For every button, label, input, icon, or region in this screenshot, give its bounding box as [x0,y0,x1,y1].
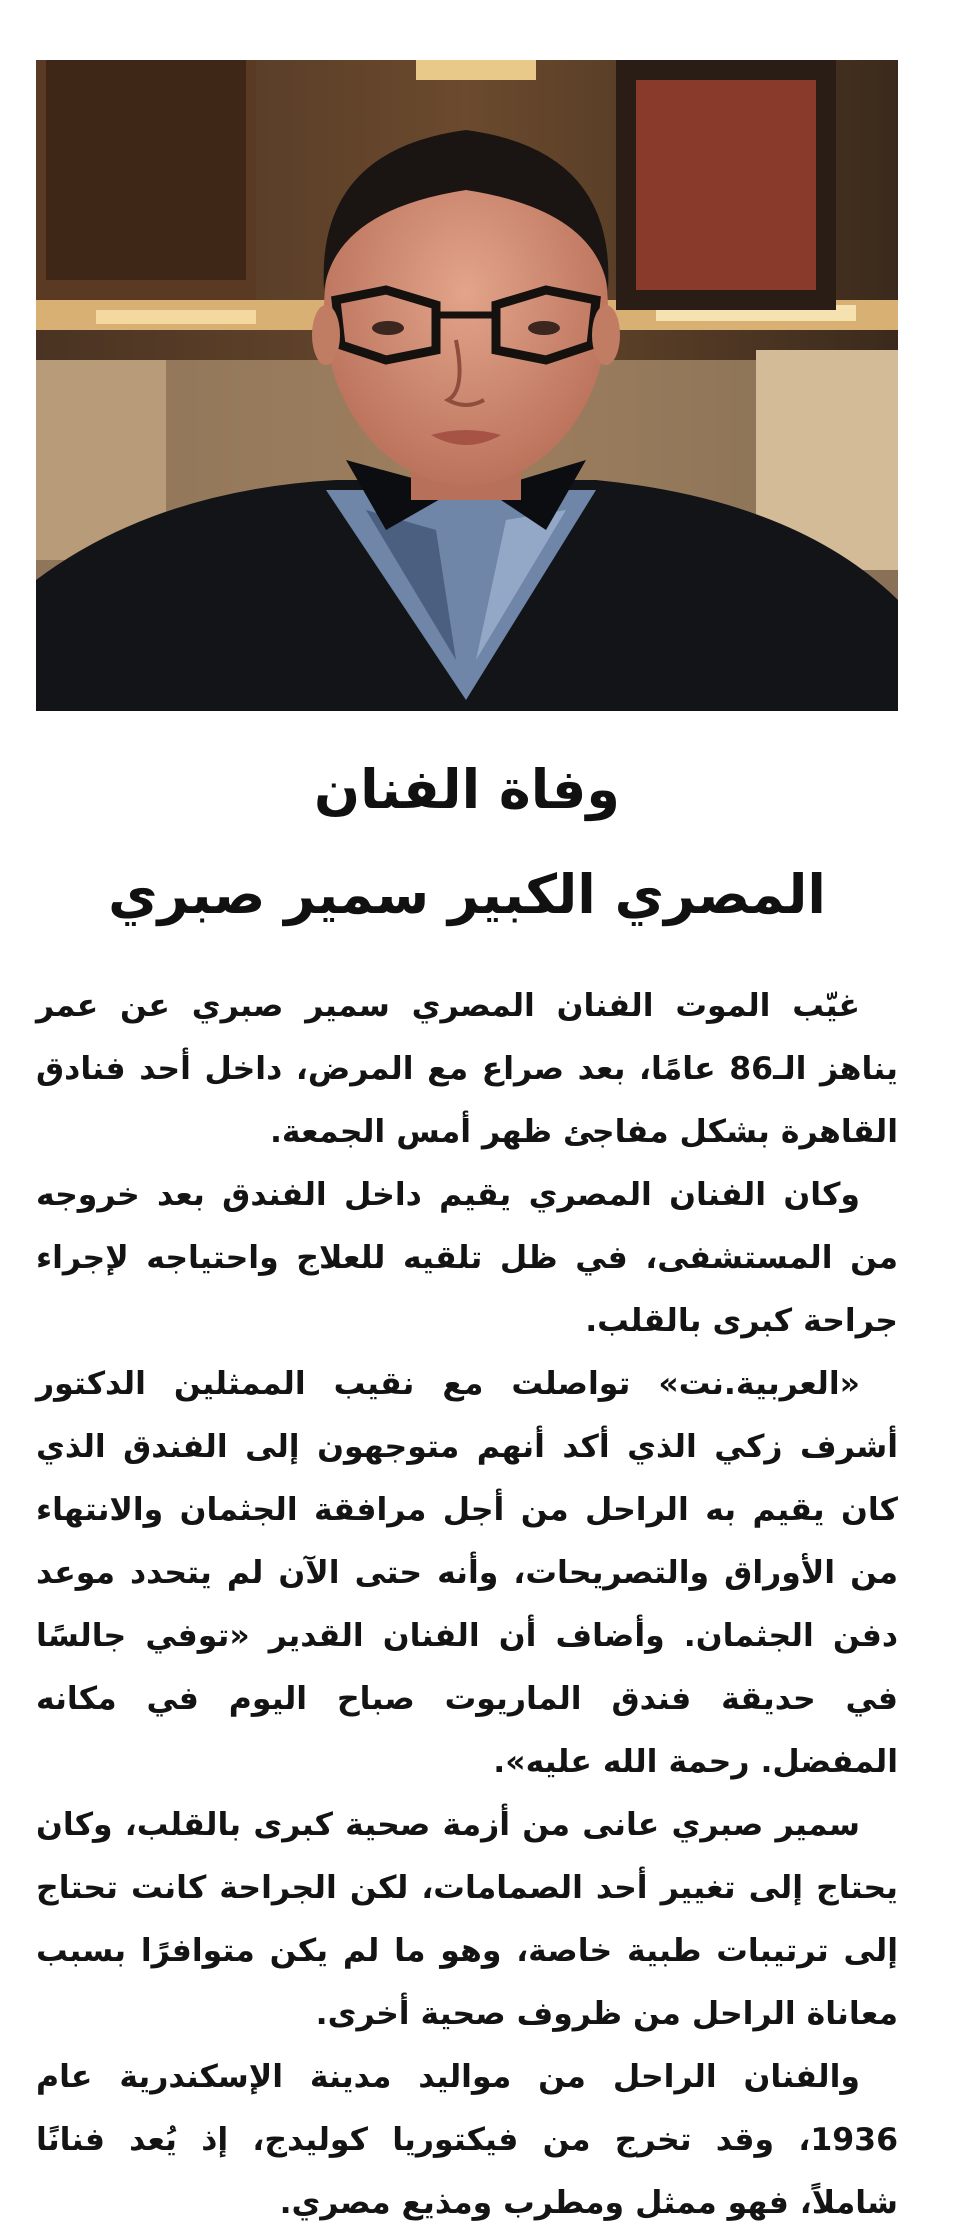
paragraph: والفنان الراحل من مواليد مدينة الإسكندرية عام 1936، وقد تخرج من فيكتوريا كوليدج، إذ يُعد فنانًا شاملاً، فهو ممثل ومطرب ومذيع مصري. [36,2059,898,2221]
article-photo [36,60,898,711]
article-body [36,975,898,2235]
paragraph: وكان الفنان المصري يقيم داخل الفندق بعد خروجه من المستشفى، في ظل تلقيه للعلاج واحتياجه لإجراء جراحة كبرى بالقلب. [36,1177,898,1339]
headline-line-1: وفاة الفنان [314,758,620,821]
headline-line-2: المصري الكبير سمير صبري [108,863,826,926]
paragraph: سمير صبري عانى من أزمة صحية كبرى بالقلب، وكان يحتاج إلى تغيير أحد الصمامات، لكن الجراحة كانت تحتاج إلى ترتيبات طبية خاصة، وهو ما لم يكن متوافرًا بسبب معاناة الراحل من ظروف صحية أخرى. [36,1807,898,2032]
paragraph: «العربية.نت» تواصلت مع نقيب الممثلين الدكتور أشرف زكي الذي أكد أنهم متوجهون إلى الفندق الذي كان يقيم به الراحل من أجل مرافقة الجثمان والانتهاء من الأوراق والتصريحات، وأنه حتى الآن لم يتحدد موعد دفن الجثمان. وأضاف أن الفنان القدير «توفي جالسًا في حديقة فندق الماريوت صباح اليوم في مكانه المفضل. رحمة الله عليه». [36,1366,898,1780]
paragraph: غيّب الموت الفنان المصري سمير صبري عن عمر يناهز الـ86 عامًا، بعد صراع مع المرض، داخل أحد فنادق القاهرة بشكل مفاجئ ظهر أمس الجمعة. [36,988,898,1150]
portrait-illustration [36,60,898,711]
